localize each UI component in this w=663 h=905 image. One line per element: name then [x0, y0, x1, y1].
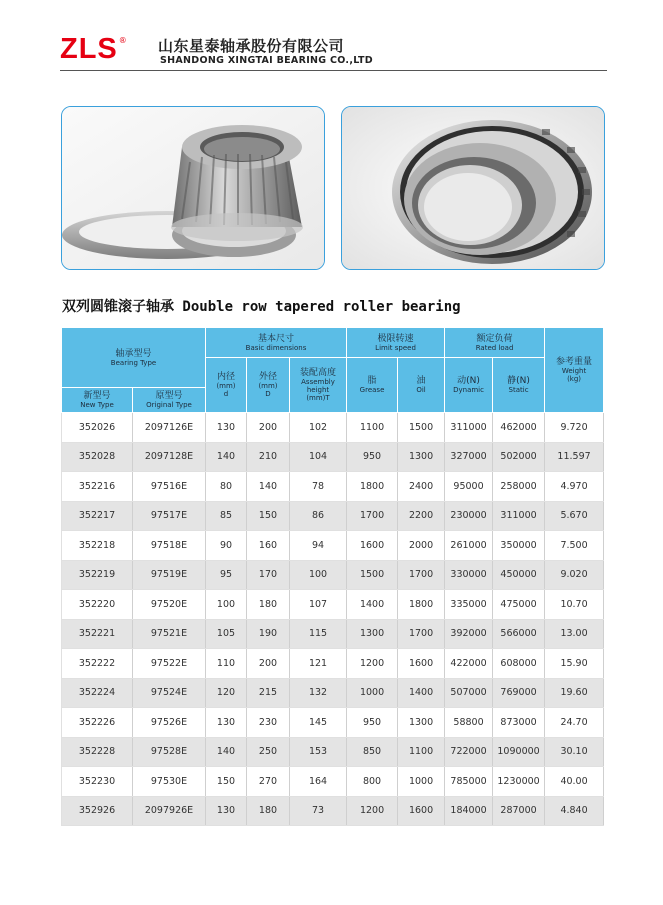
cell-original-type: 97516E	[133, 472, 206, 502]
cell-original-type: 97528E	[133, 737, 206, 767]
cell-original-type: 97522E	[133, 649, 206, 679]
cell-assembly-height: 73	[290, 796, 347, 826]
cell-dynamic-load: 58800	[445, 708, 493, 738]
cell-original-type: 97530E	[133, 767, 206, 797]
cell-new-type: 352220	[62, 590, 133, 620]
header-rated-load: 额定负荷 Rated load	[445, 328, 545, 358]
header-dynamic: 动(N) Dynamic	[445, 358, 493, 413]
cell-dynamic-load: 327000	[445, 442, 493, 472]
cell-weight: 4.970	[545, 472, 604, 502]
table-row	[62, 649, 604, 679]
bearing-table	[61, 327, 604, 826]
cell-static-load: 450000	[493, 560, 545, 590]
cell-oil-speed: 1100	[398, 737, 445, 767]
cell-dynamic-load: 311000	[445, 413, 493, 443]
cell-oil-speed: 1600	[398, 649, 445, 679]
cell-dynamic-load: 184000	[445, 796, 493, 826]
cell-static-load: 608000	[493, 649, 545, 679]
cell-static-load: 311000	[493, 501, 545, 531]
cell-original-type: 97524E	[133, 678, 206, 708]
cell-outer-diameter: 250	[247, 737, 290, 767]
header-static: 静(N) Static	[493, 358, 545, 413]
cell-weight: 15.90	[545, 649, 604, 679]
cell-oil-speed: 1700	[398, 619, 445, 649]
header-inner-diameter: 内径 (mm) d	[206, 358, 247, 413]
header-limit-speed: 极限转速 Limit speed	[347, 328, 445, 358]
cell-weight: 10.70	[545, 590, 604, 620]
cell-dynamic-load: 785000	[445, 767, 493, 797]
cell-original-type: 97517E	[133, 501, 206, 531]
cell-oil-speed: 1400	[398, 678, 445, 708]
cell-oil-speed: 2400	[398, 472, 445, 502]
cell-grease-speed: 1200	[347, 649, 398, 679]
cell-outer-diameter: 140	[247, 472, 290, 502]
cell-static-load: 258000	[493, 472, 545, 502]
cell-grease-speed: 800	[347, 767, 398, 797]
cell-inner-diameter: 120	[206, 678, 247, 708]
cell-grease-speed: 1800	[347, 472, 398, 502]
cell-new-type: 352217	[62, 501, 133, 531]
cell-inner-diameter: 150	[206, 767, 247, 797]
cell-assembly-height: 115	[290, 619, 347, 649]
logo-text: ZLS	[60, 33, 118, 65]
cell-inner-diameter: 140	[206, 737, 247, 767]
table-row	[62, 737, 604, 767]
cell-inner-diameter: 100	[206, 590, 247, 620]
cell-static-load: 287000	[493, 796, 545, 826]
cell-inner-diameter: 140	[206, 442, 247, 472]
cell-dynamic-load: 422000	[445, 649, 493, 679]
header-assembly-height: 装配高度 Assembly height (mm)T	[290, 358, 347, 413]
cell-assembly-height: 78	[290, 472, 347, 502]
cell-outer-diameter: 215	[247, 678, 290, 708]
cell-assembly-height: 107	[290, 590, 347, 620]
cell-oil-speed: 1600	[398, 796, 445, 826]
cell-assembly-height: 132	[290, 678, 347, 708]
cell-dynamic-load: 330000	[445, 560, 493, 590]
cell-original-type: 2097128E	[133, 442, 206, 472]
cell-new-type: 352028	[62, 442, 133, 472]
cell-grease-speed: 1300	[347, 619, 398, 649]
cell-outer-diameter: 270	[247, 767, 290, 797]
table-body	[62, 413, 604, 826]
cell-static-load: 462000	[493, 413, 545, 443]
cell-assembly-height: 104	[290, 442, 347, 472]
table-row	[62, 590, 604, 620]
cell-static-load: 350000	[493, 531, 545, 561]
cell-assembly-height: 86	[290, 501, 347, 531]
table-row	[62, 708, 604, 738]
cell-inner-diameter: 130	[206, 413, 247, 443]
cell-new-type: 352222	[62, 649, 133, 679]
cell-grease-speed: 1600	[347, 531, 398, 561]
cell-new-type: 352230	[62, 767, 133, 797]
cell-weight: 7.500	[545, 531, 604, 561]
cell-assembly-height: 153	[290, 737, 347, 767]
cell-weight: 13.00	[545, 619, 604, 649]
cell-grease-speed: 1200	[347, 796, 398, 826]
cell-weight: 4.840	[545, 796, 604, 826]
cell-static-load: 502000	[493, 442, 545, 472]
cell-oil-speed: 2000	[398, 531, 445, 561]
header-new-type: 新型号 New Type	[62, 388, 133, 413]
cell-dynamic-load: 392000	[445, 619, 493, 649]
header-outer-diameter: 外径 (mm) D	[247, 358, 290, 413]
cell-inner-diameter: 95	[206, 560, 247, 590]
cell-weight: 30.10	[545, 737, 604, 767]
cell-original-type: 2097126E	[133, 413, 206, 443]
cell-weight: 11.597	[545, 442, 604, 472]
registered-mark: ®	[118, 36, 127, 45]
cell-dynamic-load: 230000	[445, 501, 493, 531]
double-row-bearing-image	[342, 107, 604, 269]
cell-outer-diameter: 190	[247, 619, 290, 649]
cell-weight: 9.720	[545, 413, 604, 443]
page-header	[60, 30, 607, 72]
cell-static-load: 1230000	[493, 767, 545, 797]
cell-inner-diameter: 130	[206, 796, 247, 826]
cell-new-type: 352926	[62, 796, 133, 826]
company-name-cn: 山东星泰轴承股份有限公司	[158, 37, 345, 55]
cell-new-type: 352216	[62, 472, 133, 502]
cell-weight: 9.020	[545, 560, 604, 590]
section-title: 双列圆锥滚子轴承 Double row tapered roller bearing	[62, 299, 461, 315]
cell-grease-speed: 950	[347, 708, 398, 738]
cell-original-type: 97520E	[133, 590, 206, 620]
cell-static-load: 566000	[493, 619, 545, 649]
cell-dynamic-load: 507000	[445, 678, 493, 708]
cell-new-type: 352026	[62, 413, 133, 443]
cell-oil-speed: 1800	[398, 590, 445, 620]
header-basic-dimensions: 基本尺寸 Basic dimensions	[206, 328, 347, 358]
cell-outer-diameter: 170	[247, 560, 290, 590]
cell-dynamic-load: 335000	[445, 590, 493, 620]
table-row	[62, 501, 604, 531]
company-name-en: SHANDONG XINGTAI BEARING CO.,LTD	[160, 55, 373, 66]
table-row	[62, 767, 604, 797]
bearing-photo-left	[61, 106, 325, 270]
cell-static-load: 873000	[493, 708, 545, 738]
cell-grease-speed: 1000	[347, 678, 398, 708]
table-row	[62, 531, 604, 561]
cell-new-type: 352221	[62, 619, 133, 649]
cell-static-load: 475000	[493, 590, 545, 620]
cell-new-type: 352219	[62, 560, 133, 590]
table-row	[62, 560, 604, 590]
cell-assembly-height: 94	[290, 531, 347, 561]
cell-oil-speed: 1300	[398, 442, 445, 472]
cell-original-type: 97526E	[133, 708, 206, 738]
cell-static-load: 1090000	[493, 737, 545, 767]
cell-grease-speed: 1400	[347, 590, 398, 620]
cell-new-type: 352226	[62, 708, 133, 738]
cell-oil-speed: 1700	[398, 560, 445, 590]
bearing-photo-right	[341, 106, 605, 270]
cell-oil-speed: 1300	[398, 708, 445, 738]
cell-oil-speed: 1500	[398, 413, 445, 443]
cell-inner-diameter: 90	[206, 531, 247, 561]
cell-outer-diameter: 160	[247, 531, 290, 561]
table-row	[62, 619, 604, 649]
table-row	[62, 472, 604, 502]
cell-original-type: 2097926E	[133, 796, 206, 826]
zls-logo	[60, 34, 127, 64]
cell-assembly-height: 164	[290, 767, 347, 797]
header-bearing-type: 轴承型号 Bearing Type	[62, 328, 206, 388]
cell-oil-speed: 2200	[398, 501, 445, 531]
table-row	[62, 442, 604, 472]
cell-original-type: 97521E	[133, 619, 206, 649]
cell-original-type: 97519E	[133, 560, 206, 590]
cell-inner-diameter: 80	[206, 472, 247, 502]
cell-outer-diameter: 200	[247, 413, 290, 443]
cell-static-load: 769000	[493, 678, 545, 708]
header-oil: 油 Oil	[398, 358, 445, 413]
cell-grease-speed: 950	[347, 442, 398, 472]
cell-assembly-height: 145	[290, 708, 347, 738]
header-weight: 参考重量 Weight (kg)	[545, 328, 604, 413]
cell-outer-diameter: 230	[247, 708, 290, 738]
cell-weight: 40.00	[545, 767, 604, 797]
cell-grease-speed: 1700	[347, 501, 398, 531]
cell-outer-diameter: 180	[247, 590, 290, 620]
cell-dynamic-load: 261000	[445, 531, 493, 561]
header-divider	[60, 70, 607, 71]
cell-outer-diameter: 150	[247, 501, 290, 531]
cell-inner-diameter: 105	[206, 619, 247, 649]
table-row	[62, 796, 604, 826]
table-row	[62, 413, 604, 443]
cell-new-type: 352228	[62, 737, 133, 767]
header-original-type: 原型号 Original Type	[133, 388, 206, 413]
cell-inner-diameter: 85	[206, 501, 247, 531]
cell-assembly-height: 121	[290, 649, 347, 679]
cell-inner-diameter: 110	[206, 649, 247, 679]
header-grease: 脂 Grease	[347, 358, 398, 413]
cell-new-type: 352218	[62, 531, 133, 561]
cell-grease-speed: 850	[347, 737, 398, 767]
cell-grease-speed: 1500	[347, 560, 398, 590]
cell-oil-speed: 1000	[398, 767, 445, 797]
cell-dynamic-load: 95000	[445, 472, 493, 502]
cell-original-type: 97518E	[133, 531, 206, 561]
table-row	[62, 678, 604, 708]
cell-grease-speed: 1100	[347, 413, 398, 443]
cell-outer-diameter: 200	[247, 649, 290, 679]
cell-weight: 5.670	[545, 501, 604, 531]
tapered-bearing-image	[62, 107, 324, 269]
cell-assembly-height: 100	[290, 560, 347, 590]
cell-weight: 24.70	[545, 708, 604, 738]
cell-weight: 19.60	[545, 678, 604, 708]
cell-outer-diameter: 180	[247, 796, 290, 826]
cell-dynamic-load: 722000	[445, 737, 493, 767]
cell-inner-diameter: 130	[206, 708, 247, 738]
cell-new-type: 352224	[62, 678, 133, 708]
cell-assembly-height: 102	[290, 413, 347, 443]
cell-outer-diameter: 210	[247, 442, 290, 472]
